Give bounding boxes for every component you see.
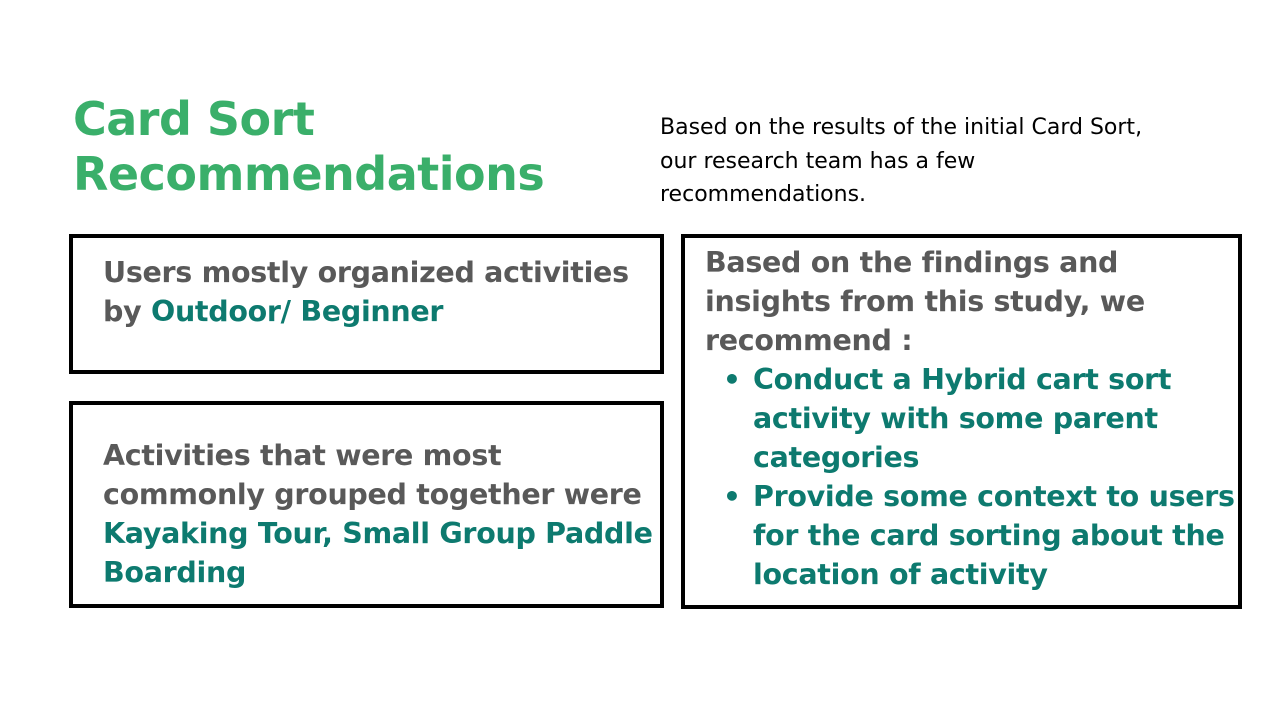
finding-1-text [103, 253, 663, 331]
recommendation-lead: Based on the findings and insights from this study, we recommend : [705, 246, 1145, 357]
recommendation-box [681, 234, 1242, 609]
finding-1-body: Users mostly organized activities by [103, 256, 629, 328]
finding-2-highlight: Kayaking Tour, Small Group Paddle Boarding [103, 517, 653, 589]
recommendation-item-text: Provide some context to users for the card sorting about the location of activity [753, 480, 1235, 591]
title-line-2: Recommendations [73, 147, 545, 201]
finding-1-highlight: Outdoor/ Beginner [151, 295, 444, 328]
slide-title [73, 92, 633, 202]
finding-2-text [103, 436, 663, 592]
recommendation-list [705, 360, 1245, 594]
recommendation-item-text: Conduct a Hybrid cart sort activity with some parent categories [753, 363, 1172, 474]
finding-2-body: Activities that were most commonly grouped together were [103, 439, 642, 511]
finding-box-1 [69, 234, 664, 374]
bullet-icon: • [723, 363, 741, 396]
recommendation-item [705, 477, 1245, 594]
intro-text: Based on the results of the initial Card Sort, our research team has a few recommendations. [660, 115, 1143, 207]
bullet-icon: • [723, 480, 741, 513]
finding-box-2 [69, 401, 664, 608]
title-line-1: Card Sort [73, 92, 315, 146]
recommendation-item [705, 360, 1245, 477]
